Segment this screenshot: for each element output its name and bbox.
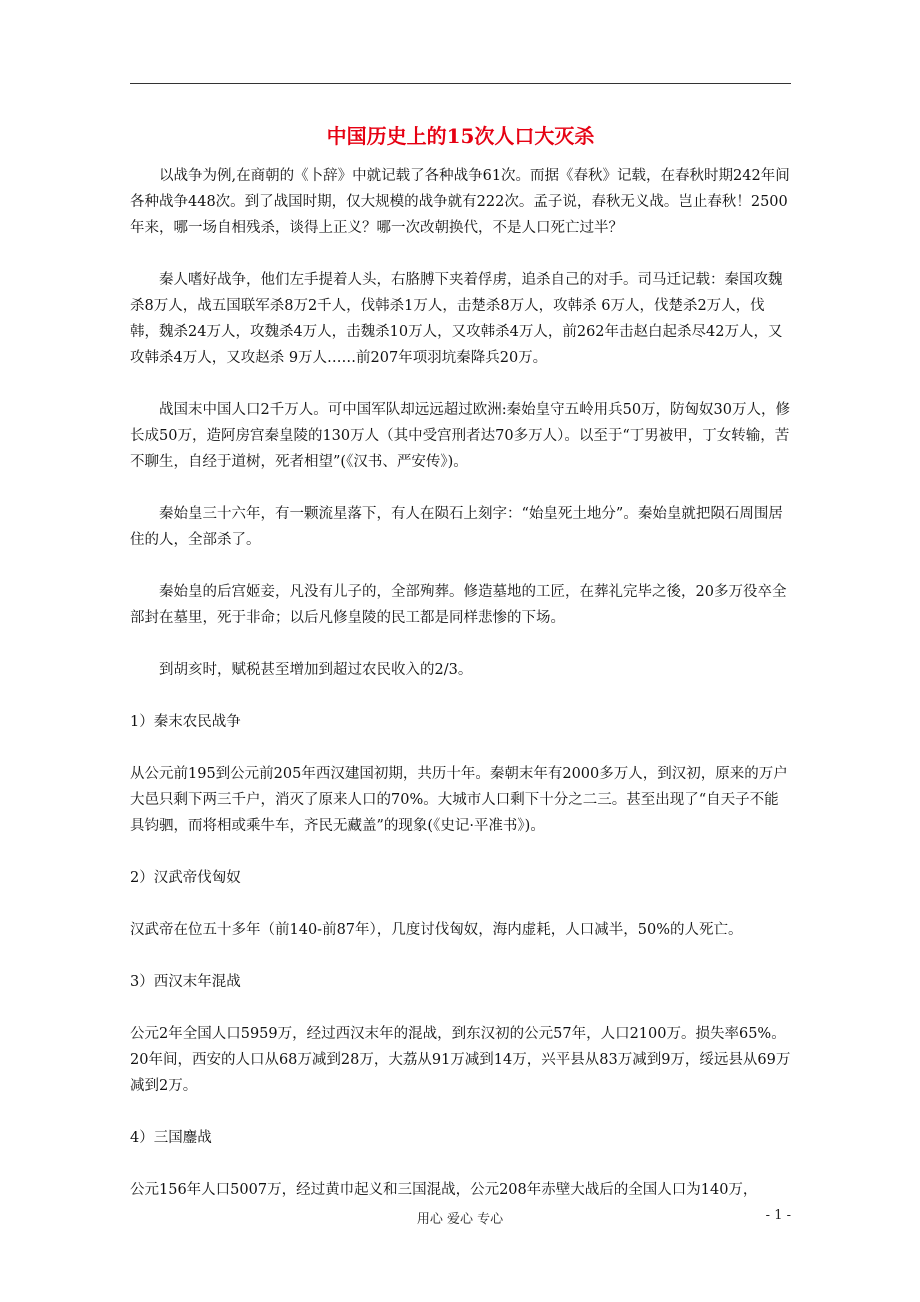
section-paragraph: 2）汉武帝伐匈奴 bbox=[130, 870, 241, 886]
header-rule bbox=[130, 83, 791, 84]
body-paragraph: 秦始皇三十六年，有一颗流星落下，有人在陨石上刻字：“始皇死土地分”。秦始皇就把陨石周围居住的人，全部杀了。 bbox=[130, 506, 783, 548]
body-paragraph: 秦始皇的后宫姬妾，凡没有儿子的，全部殉葬。修造墓地的工匠，在葬礼完毕之後，20多万役卒全部封在墓里，死于非命；以后凡修皇陵的民工都是同样悲惨的下场。 bbox=[130, 584, 787, 626]
body-paragraph: 以战争为例,在商朝的《卜辞》中就记载了各种战争61次。而据《春秋》记载，在春秋时期242年间各种战争448次。到了战国时期，仅大规模的战争就有222次。孟子说，春秋无义战。岂止春秋！2500年来，哪一场自相残杀，谈得上正义？哪一次改朝换代，不是人口死亡过半？ bbox=[130, 168, 790, 236]
section-paragraph: 汉武帝在位五十多年（前140-前87年），几度讨伐匈奴，海内虚耗，人口减半，50%的人死亡。 bbox=[130, 922, 743, 938]
page-number: - 1 - bbox=[765, 1208, 791, 1223]
section-paragraph: 3）西汉末年混战 bbox=[130, 974, 241, 990]
document-body bbox=[130, 163, 791, 1229]
section-paragraph: 从公元前195到公元前205年西汉建国初期，共历十年。秦朝末年有2000多万人，到汉初，原来的万户大邑只剩下两三千户，消灭了原来人口的70%。大城市人口剩下十分之二三。甚至出现了“自天子不能具钧驷，而将相或乘牛车，齐民无藏盖”的现象(《史记·平准书》)。 bbox=[130, 766, 788, 834]
body-paragraph: 秦人嗜好战争，他们左手提着人头，右胳膊下夹着俘虏，追杀自己的对手。司马迁记载：秦国攻魏杀8万人，战五国联军杀8万2千人，伐韩杀1万人，击楚杀8万人，攻韩杀 6万人，伐楚杀2万人，伐韩，魏杀24万人，攻魏杀4万人，击魏杀10万人，又攻韩杀4万人，前262年击赵白起杀尽42万人，又攻韩杀4万人，又攻赵杀 9万人……前207年项羽坑秦降兵20万。 bbox=[130, 272, 783, 366]
body-paragraph: 战国末中国人口2千万人。可中国军队却远远超过欧洲:秦始皇守五岭用兵50万，防匈奴30万人，修长成50万，造阿房宫秦皇陵的130万人（其中受宫刑者达70多万人）。以至于“丁男被甲，丁女转输，苦不聊生，自经于道树，死者相望”(《汉书、严安传》)。 bbox=[130, 402, 791, 470]
body-paragraph: 到胡亥时，赋税甚至增加到超过农民收入的2/3。 bbox=[159, 662, 473, 678]
section-paragraph: 公元2年全国人口5959万，经过西汉末年的混战，到东汉初的公元57年，人口2100万。损失率65%。20年间，西安的人口从68万减到28万，大荔从91万减到14万，兴平县从83万减到9万，绥远县从69万减到2万。 bbox=[130, 1026, 791, 1094]
document-title: 中国历史上的15次人口大灭杀 bbox=[326, 124, 595, 148]
section-paragraph: 4）三国鏖战 bbox=[130, 1130, 212, 1146]
footer-motto: 用心 爱心 专心 bbox=[416, 1212, 504, 1227]
section-paragraph: 1）秦末农民战争 bbox=[130, 714, 241, 730]
section-paragraph: 公元156年人口5007万，经过黄巾起义和三国混战，公元208年赤壁大战后的全国人口为140万， bbox=[130, 1182, 758, 1198]
